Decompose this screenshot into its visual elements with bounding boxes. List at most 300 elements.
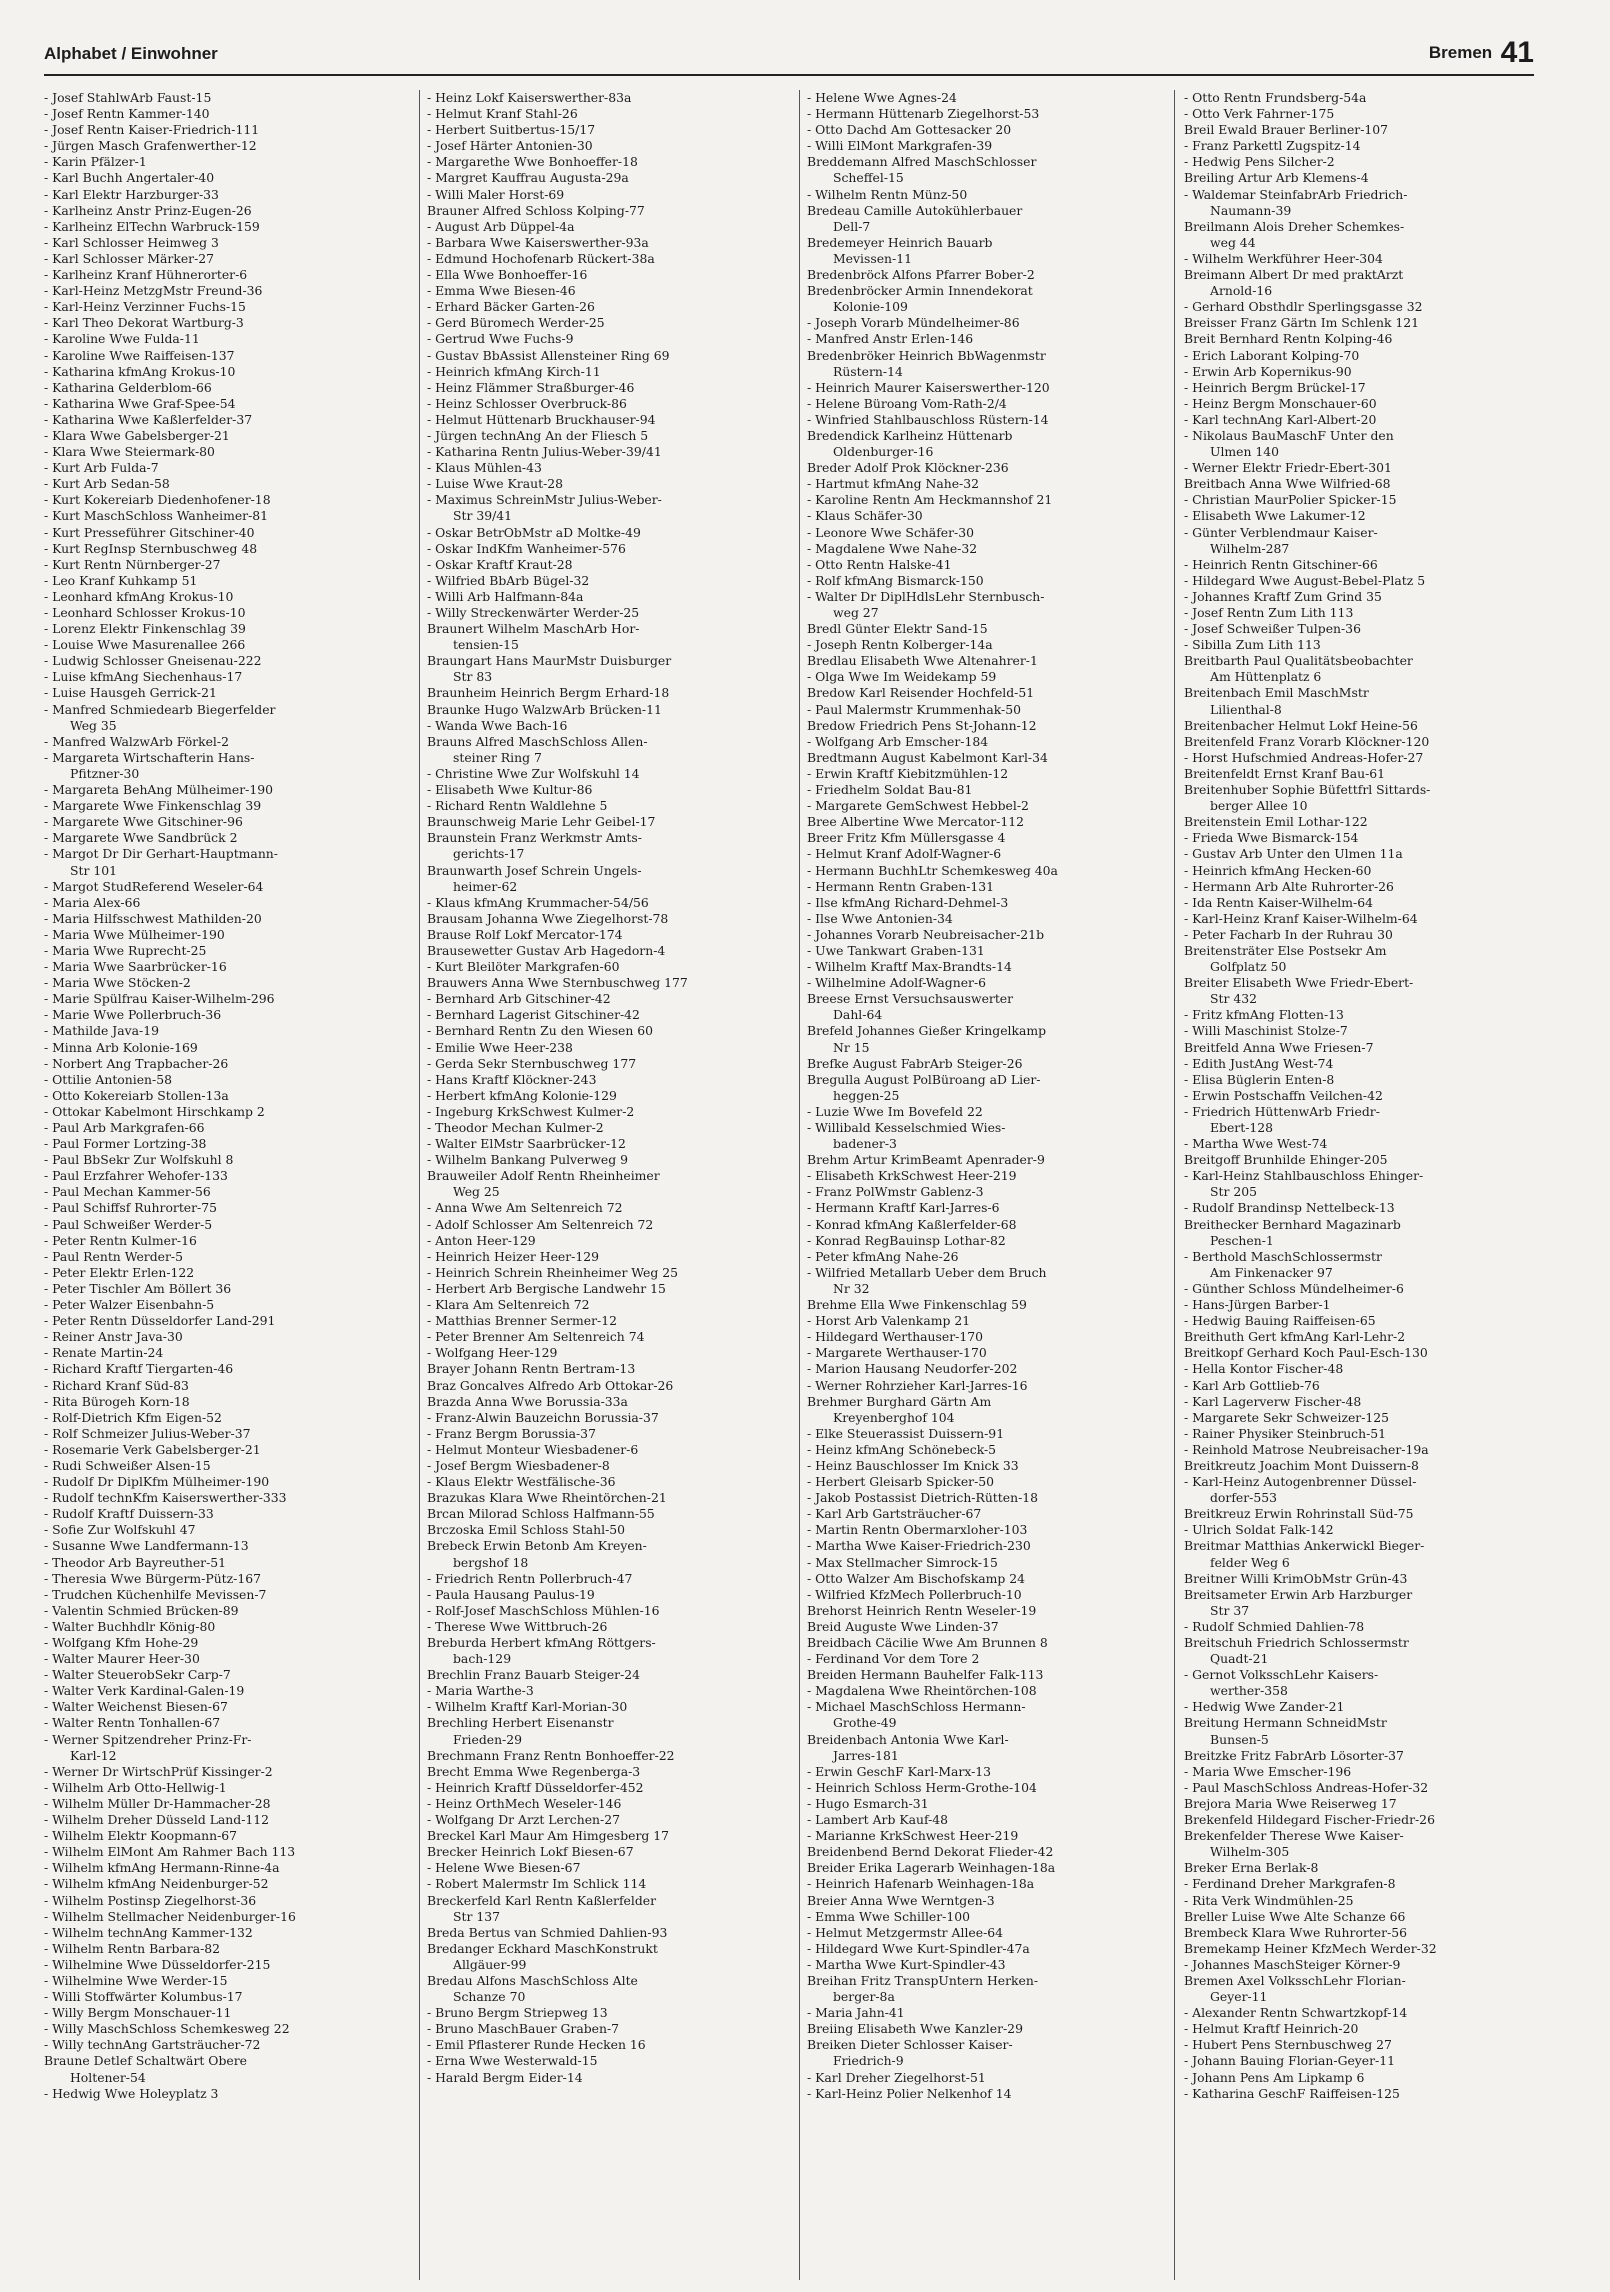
directory-entry-line: - Karl Schlosser Märker-27: [44, 250, 215, 266]
directory-entry-line: steiner Ring 7: [453, 749, 542, 765]
directory-entry-line: - Rolf kfmAng Bismarck-150: [807, 572, 984, 588]
directory-entry-line: - Paula Hausang Paulus-19: [427, 1586, 595, 1602]
directory-entry-line: - Willibald Kesselschmied Wies-: [807, 1120, 1006, 1135]
directory-entry-line: - Margot StudReferend Weseler-64: [44, 878, 264, 894]
directory-entry-line: Bredanger Eckhard MaschKonstrukt: [427, 1940, 658, 1956]
directory-entry-line: Breitgoff Brunhilde Ehinger-205: [1184, 1152, 1388, 1168]
directory-entry-line: - Peter Rentn Düsseldorfer Land-291: [44, 1313, 276, 1329]
directory-entry-line: - Lorenz Elektr Finkenschlag 39: [44, 621, 246, 637]
directory-entry-line: - Matthias Brenner Sermer-12: [427, 1313, 618, 1329]
directory-entry-line: Arnold-16: [1210, 283, 1273, 299]
directory-entry-line: Bredau Alfons MaschSchloss Alte: [427, 1972, 638, 1988]
directory-entry-line: - Bernhard Rentn Zu den Wiesen 60: [427, 1023, 654, 1039]
directory-entry-line: Bremen Axel VolksschLehr Florian-: [1184, 1972, 1406, 1988]
directory-entry-line: - Wolfgang Kfm Hohe-29: [44, 1635, 199, 1650]
directory-entry-line: - Heinrich Heizer Heer-129: [427, 1248, 600, 1264]
directory-entry-line: - Elisabeth KrkSchwest Heer-219: [807, 1168, 1017, 1184]
directory-entry-line: Am Hüttenplatz 6: [1210, 669, 1322, 685]
directory-entry-line: - Theodor Mechan Kulmer-2: [427, 1120, 604, 1135]
directory-entry-line: - Richard Kranf Süd-83: [44, 1377, 189, 1393]
directory-entry-line: - Gustav Arb Unter den Ulmen 11a: [1184, 846, 1403, 862]
directory-entry-line: - Wolfgang Arb Emscher-184: [807, 733, 989, 749]
directory-entry-line: - Willi Stoffwärter Kolumbus-17: [44, 1989, 243, 2005]
directory-entry-line: Brayer Johann Rentn Bertram-13: [427, 1361, 636, 1377]
directory-entry-line: - Rolf Schmeizer Julius-Weber-37: [44, 1425, 251, 1441]
directory-entry-line: - Friedrich HüttenwArb Friedr-: [1184, 1103, 1380, 1119]
directory-entry-line: - Heinrich Hafenarb Weinhagen-18a: [807, 1876, 1035, 1892]
directory-entry-line: Str 83: [453, 669, 493, 685]
directory-entry-line: Bredeau Camille Autokühlerbauer: [807, 202, 1023, 218]
directory-entry-line: - Hermann Kraftf Karl-Jarres-6: [807, 1200, 1000, 1216]
directory-entry-line: Pfitzner-30: [70, 765, 140, 781]
directory-entry-line: - Karl Arb Gartsträucher-67: [807, 1506, 982, 1522]
directory-entry-line: berger-8a: [833, 1989, 895, 2005]
directory-entry-line: - Kurt Bleilöter Markgrafen-60: [427, 959, 620, 975]
directory-entry-line: - Emma Wwe Schiller-100: [807, 1908, 970, 1924]
directory-entry-line: Breitenfeld Franz Vorarb Klöckner-120: [1184, 733, 1430, 749]
directory-entry-line: Brehorst Heinrich Rentn Weseler-19: [807, 1602, 1037, 1618]
directory-entry-line: - Karl Buchh Angertaler-40: [44, 170, 215, 186]
directory-entry-line: - Wilhelmine Wwe Werder-15: [44, 1972, 228, 1988]
directory-entry-line: Braunheim Heinrich Bergm Erhard-18: [427, 685, 670, 701]
directory-entry-line: - Alexander Rentn Schwartzkopf-14: [1184, 2005, 1408, 2021]
directory-entry-line: - Trudchen Küchenhilfe Mevissen-7: [44, 1586, 267, 1602]
directory-entry-line: Str 101: [70, 862, 117, 878]
directory-entry-line: - Heinrich Bergm Brückel-17: [1184, 379, 1366, 395]
directory-entry-line: - Helene Büroang Vom-Rath-2/4: [807, 395, 1007, 411]
directory-entry-line: - Willy MaschSchloss Schemkesweg 22: [44, 2021, 290, 2037]
directory-entry-line: Bredlau Elisabeth Wwe Altenahrer-1: [807, 653, 1038, 669]
directory-entry-line: Mevissen-11: [833, 250, 912, 266]
directory-entry-line: - Werner Spitzendreher Prinz-Fr-: [44, 1731, 252, 1747]
directory-entry-line: - Heinrich Rentn Gitschiner-66: [1184, 556, 1378, 572]
directory-entry-line: - Wilhelm Kraftf Karl-Morian-30: [427, 1699, 628, 1715]
directory-entry-line: Braunstein Franz Werkmstr Amts-: [427, 830, 642, 846]
directory-entry-line: Breiter Elisabeth Wwe Friedr-Ebert-: [1184, 975, 1414, 991]
directory-entry-line: Friedrich-9: [833, 2053, 904, 2069]
directory-entry-line: Wilhelm-305: [1210, 1844, 1290, 1860]
directory-entry-line: Brembeck Klara Wwe Ruhrorter-56: [1184, 1924, 1408, 1940]
directory-entry-line: Breithuth Gert kfmAng Karl-Lehr-2: [1184, 1329, 1406, 1345]
directory-entry-line: Brauwers Anna Wwe Sternbuschweg 177: [427, 975, 688, 991]
directory-entry-line: Breidenbend Bernd Dekorat Flieder-42: [807, 1844, 1054, 1860]
directory-entry-line: - Karlheinz ElTechn Warbruck-159: [44, 218, 260, 234]
directory-entry-line: - Ulrich Soldat Falk-142: [1184, 1522, 1334, 1538]
directory-entry-line: Breburda Herbert kfmAng Röttgers-: [427, 1635, 656, 1650]
directory-entry-line: - Katharina Wwe Graf-Spee-54: [44, 395, 236, 411]
directory-entry-line: - Willy Bergm Monschauer-11: [44, 2005, 232, 2021]
directory-entry-line: - Margareta BehAng Mülheimer-190: [44, 782, 273, 798]
directory-entry-line: - Klaus Elektr Westfälische-36: [427, 1474, 616, 1490]
city-name: Bremen: [1428, 43, 1493, 62]
directory-entry-line: - Erwin Postschaffn Veilchen-42: [1184, 1087, 1383, 1103]
directory-entry-line: - Magdalene Wwe Nahe-32: [807, 540, 978, 556]
directory-entry-line: Dell-7: [833, 218, 871, 234]
directory-entry-line: dorfer-553: [1210, 1490, 1277, 1506]
directory-entry-line: - Edith JustAng West-74: [1184, 1055, 1334, 1071]
directory-entry-line: - Marie Spülfrau Kaiser-Wilhelm-296: [44, 991, 275, 1007]
directory-entry-line: Brejora Maria Wwe Reiserweg 17: [1184, 1795, 1397, 1811]
directory-entry-line: - Gerhard Obsthdlr Sperlingsgasse 32: [1184, 299, 1423, 315]
directory-entry-line: Brefke August FabrArb Steiger-26: [807, 1055, 1023, 1071]
directory-entry-line: - Peter Walzer Eisenbahn-5: [44, 1297, 215, 1313]
directory-entry-line: - Karoline Wwe Raiffeisen-137: [44, 347, 235, 363]
directory-entry-line: Brauweiler Adolf Rentn Rheinheimer: [427, 1168, 660, 1184]
directory-entry-line: Allgäuer-99: [453, 1956, 527, 1972]
directory-entry-line: - Hella Kontor Fischer-48: [1184, 1361, 1344, 1377]
directory-entry-line: - Kurt Rentn Nürnberger-27: [44, 556, 221, 572]
directory-entry-line: - Josef Bergm Wiesbadener-8: [427, 1457, 610, 1473]
directory-entry-line: Breil Ewald Brauer Berliner-107: [1184, 122, 1389, 138]
directory-entry-line: - Karlheinz Anstr Prinz-Eugen-26: [44, 202, 252, 218]
directory-entry-line: Bredenbröker Heinrich BbWagenmstr: [807, 347, 1046, 363]
directory-entry-line: Brefeld Johannes Gießer Kringelkamp: [807, 1023, 1047, 1039]
directory-entry-line: - Martha Wwe West-74: [1184, 1136, 1328, 1152]
directory-column-3: [807, 90, 1157, 2280]
directory-entry-line: - Katharina Wwe Kaßlerfelder-37: [44, 411, 253, 427]
directory-entry-line: - Maria Wwe Emscher-196: [1184, 1763, 1352, 1779]
directory-column-1: [44, 90, 394, 2280]
directory-entry-line: - Sibilla Zum Lith 113: [1184, 637, 1321, 653]
directory-entry-line: - Johannes MaschSteiger Körner-9: [1184, 1956, 1401, 1972]
directory-entry-line: - Karl Dreher Ziegelhorst-51: [807, 2069, 986, 2085]
directory-entry-line: - Jakob Postassist Dietrich-Rütten-18: [807, 1490, 1039, 1506]
directory-entry-line: - Herbert Suitbertus-15/17: [427, 122, 596, 138]
directory-entry-line: berger Allee 10: [1210, 798, 1308, 814]
directory-entry-line: Brechlin Franz Bauarb Steiger-24: [427, 1667, 641, 1683]
directory-entry-line: Breitenstein Emil Lothar-122: [1184, 814, 1368, 830]
directory-entry-line: Breitbach Anna Wwe Wilfried-68: [1184, 476, 1391, 492]
directory-entry-line: - Oskar BetrObMstr aD Moltke-49: [427, 524, 641, 540]
directory-entry-line: - Marie Wwe Pollerbruch-36: [44, 1007, 222, 1023]
directory-entry-line: - Walter Dr DiplHdlsLehr Sternbusch-: [807, 588, 1045, 604]
directory-entry-line: Rüstern-14: [833, 363, 903, 379]
directory-entry-line: - Wilhelm Stellmacher Neidenburger-16: [44, 1908, 296, 1924]
directory-entry-line: - Paul Erzfahrer Wehofer-133: [44, 1168, 228, 1184]
directory-entry-line: Braunwarth Josef Schrein Ungels-: [427, 862, 642, 878]
directory-entry-line: - Hermann BuchhLtr Schemkesweg 40a: [807, 862, 1058, 878]
directory-entry-line: - Paul MaschSchloss Andreas-Hofer-32: [1184, 1779, 1429, 1795]
directory-entry-line: - Josef Rentn Kammer-140: [44, 106, 210, 122]
directory-entry-line: Brekenfeld Hildegard Fischer-Friedr-26: [1184, 1812, 1435, 1828]
directory-entry-line: Breder Adolf Prok Klöckner-236: [807, 460, 1009, 476]
directory-entry-line: - Heinz Lokf Kaiserswerther-83a: [427, 90, 632, 105]
directory-entry-line: - Karl Lagerverw Fischer-48: [1184, 1393, 1362, 1409]
page-number: 41: [1500, 36, 1534, 69]
directory-entry-line: bach-129: [453, 1651, 512, 1667]
directory-entry-line: Lilienthal-8: [1210, 701, 1282, 717]
directory-entry-line: - Luzie Wwe Im Bovefeld 22: [807, 1103, 983, 1119]
directory-entry-line: - Therese Wwe Wittbruch-26: [427, 1618, 608, 1634]
directory-entry-line: felder Weg 6: [1210, 1554, 1290, 1570]
directory-entry-line: - Hermann Hüttenarb Ziegelhorst-53: [807, 106, 1040, 122]
directory-entry-line: - Wilhelm kfmAng Hermann-Rinne-4a: [44, 1860, 280, 1876]
directory-entry-line: - Norbert Ang Trapbacher-26: [44, 1055, 229, 1071]
directory-entry-line: Breitschuh Friedrich Schlossermstr: [1184, 1635, 1409, 1650]
directory-entry-line: Breitfeld Anna Wwe Friesen-7: [1184, 1039, 1374, 1055]
directory-entry-line: Braunke Hugo WalzwArb Brücken-11: [427, 701, 662, 717]
page-header: [44, 36, 1534, 72]
directory-entry-line: - Marianne KrkSchwest Heer-219: [807, 1828, 1019, 1844]
directory-entry-line: Breitenbacher Helmut Lokf Heine-56: [1184, 717, 1418, 733]
directory-entry-line: - Fritz kfmAng Flotten-13: [1184, 1007, 1344, 1023]
directory-entry-line: - Margret Kauffrau Augusta-29a: [427, 170, 629, 186]
directory-entry-line: - Rudolf Schmied Dahlien-78: [1184, 1618, 1365, 1634]
directory-entry-line: - Erich Laborant Kolping-70: [1184, 347, 1360, 363]
directory-entry-line: - Berthold MaschSchlossermstr: [1184, 1248, 1382, 1264]
directory-entry-line: Breitenhuber Sophie Büfettfrl Sittards-: [1184, 782, 1431, 798]
directory-entry-line: - Rita Verk Windmühlen-25: [1184, 1892, 1354, 1908]
directory-entry-line: - Wilfried KfzMech Pollerbruch-10: [807, 1586, 1022, 1602]
directory-entry-line: Bredow Friedrich Pens St-Johann-12: [807, 717, 1037, 733]
directory-entry-line: Breilmann Alois Dreher Schemkes-: [1184, 218, 1405, 234]
directory-entry-line: heggen-25: [833, 1087, 900, 1103]
directory-entry-line: - Oskar IndKfm Wanheimer-576: [427, 540, 626, 556]
directory-entry-line: Bredtmann August Kabelmont Karl-34: [807, 749, 1048, 765]
directory-entry-line: - Adolf Schlosser Am Seltenreich 72: [427, 1216, 654, 1232]
directory-entry-line: - Maria Jahn-41: [807, 2005, 905, 2021]
directory-entry-line: - Erwin GeschF Karl-Marx-13: [807, 1763, 992, 1779]
directory-entry-line: Breda Bertus van Schmied Dahlien-93: [427, 1924, 668, 1940]
directory-entry-line: - Maria Warthe-3: [427, 1683, 534, 1699]
section-title: Alphabet / Einwohner: [44, 44, 218, 63]
directory-entry-line: - Wilhelmine Wwe Düsseldorfer-215: [44, 1956, 271, 1972]
directory-entry-line: - Hartmut kfmAng Nahe-32: [807, 476, 980, 492]
directory-entry-line: - Willy technAng Gartsträucher-72: [44, 2037, 261, 2053]
directory-entry-line: - Ingeburg KrkSchwest Kulmer-2: [427, 1103, 635, 1119]
directory-entry-line: - Wilhelm Dreher Düsseld Land-112: [44, 1812, 270, 1828]
directory-entry-line: - Werner Dr WirtschPrüf Kissinger-2: [44, 1763, 273, 1779]
directory-entry-line: Grothe-49: [833, 1715, 897, 1731]
directory-entry-line: - Wolfgang Heer-129: [427, 1345, 558, 1361]
directory-entry-line: - Walter Maurer Heer-30: [44, 1651, 200, 1667]
directory-entry-line: Bremekamp Heiner KfzMech Werder-32: [1184, 1940, 1437, 1956]
directory-entry-line: Bredemeyer Heinrich Bauarb: [807, 234, 993, 250]
directory-entry-line: Bredow Karl Reisender Hochfeld-51: [807, 685, 1035, 701]
directory-entry-line: - Helmut Metzgermstr Allee-64: [807, 1924, 1004, 1940]
directory-entry-line: Breiing Elisabeth Wwe Kanzler-29: [807, 2021, 1023, 2037]
directory-entry-line: - Heinrich Schloss Herm-Grothe-104: [807, 1779, 1037, 1795]
directory-entry-line: Breker Erna Berlak-8: [1184, 1860, 1319, 1876]
directory-entry-line: Breidenbach Antonia Wwe Karl-: [807, 1731, 1009, 1747]
directory-entry-line: - Rudolf Dr DiplKfm Mülheimer-190: [44, 1474, 270, 1490]
directory-entry-line: Brehm Artur KrimBeamt Apenrader-9: [807, 1152, 1045, 1168]
directory-entry-line: - August Arb Düppel-4a: [427, 218, 575, 234]
directory-entry-line: - Heinrich Maurer Kaiserswerther-120: [807, 379, 1050, 395]
directory-entry-line: Breitbarth Paul Qualitätsbeobachter: [1184, 653, 1413, 669]
directory-entry-line: Brause Rolf Lokf Mercator-174: [427, 926, 623, 942]
directory-entry-line: tensien-15: [453, 637, 519, 653]
directory-entry-line: - Peter Elektr Erlen-122: [44, 1264, 195, 1280]
directory-entry-line: Str 432: [1210, 991, 1257, 1007]
directory-entry-line: - Klaus Schäfer-30: [807, 508, 923, 524]
directory-entry-line: Bree Albertine Wwe Mercator-112: [807, 814, 1025, 830]
directory-entry-line: badener-3: [833, 1136, 897, 1152]
directory-entry-line: - Bruno Bergm Striepweg 13: [427, 2005, 608, 2021]
directory-entry-line: - Heinz Flämmer Straßburger-46: [427, 379, 635, 395]
directory-entry-line: Bredenbröck Alfons Pfarrer Bober-2: [807, 267, 1035, 283]
directory-entry-line: - Josef Härter Antonien-30: [427, 138, 593, 154]
directory-entry-line: - Walter Buchhdlr König-80: [44, 1618, 216, 1634]
directory-entry-line: Dahl-64: [833, 1007, 883, 1023]
directory-entry-line: - Margarethe Wwe Bonhoeffer-18: [427, 154, 638, 170]
directory-entry-line: - Marion Hausang Neudorfer-202: [807, 1361, 1018, 1377]
directory-entry-line: - Wilhelm ElMont Am Rahmer Bach 113: [44, 1844, 296, 1860]
directory-entry-line: - Martha Wwe Kurt-Spindler-43: [807, 1956, 1006, 1972]
directory-entry-line: Breitner Willi KrimObMstr Grün-43: [1184, 1570, 1408, 1586]
directory-entry-line: - Willi Arb Halfmann-84a: [427, 588, 584, 604]
directory-entry-line: - Karl Arb Gottlieb-76: [1184, 1377, 1320, 1393]
directory-entry-line: Breid Auguste Wwe Linden-37: [807, 1618, 999, 1634]
directory-entry-line: - Luise Wwe Kraut-28: [427, 476, 564, 492]
directory-entry-line: - Paul Schiffsf Ruhrorter-75: [44, 1200, 218, 1216]
directory-entry-line: - Karlheinz Kranf Hühnerorter-6: [44, 267, 248, 283]
directory-entry-line: Oldenburger-16: [833, 444, 934, 460]
directory-entry-line: - Olga Wwe Im Weidekamp 59: [807, 669, 997, 685]
directory-entry-line: - Elisabeth Wwe Lakumer-12: [1184, 508, 1366, 524]
directory-entry-line: - Ferdinand Dreher Markgrafen-8: [1184, 1876, 1396, 1892]
directory-entry-line: - Horst Hufschmied Andreas-Hofer-27: [1184, 749, 1424, 765]
directory-entry-line: - Karoline Rentn Am Heckmannshof 21: [807, 492, 1053, 508]
directory-entry-line: - Otto Rentn Halske-41: [807, 556, 952, 572]
directory-entry-line: Breisser Franz Gärtn Im Schlenk 121: [1184, 315, 1420, 331]
directory-entry-line: Brekenfelder Therese Wwe Kaiser-: [1184, 1828, 1404, 1844]
directory-entry-line: - Karoline Wwe Fulda-11: [44, 331, 200, 347]
directory-entry-line: - Herbert Gleisarb Spicker-50: [807, 1474, 995, 1490]
directory-entry-line: Jarres-181: [833, 1747, 899, 1763]
directory-entry-line: - Wilhelm Postinsp Ziegelhorst-36: [44, 1892, 257, 1908]
directory-entry-line: - Helmut Monteur Wiesbadener-6: [427, 1441, 639, 1457]
directory-entry-line: Bredenbröcker Armin Innendekorat: [807, 283, 1033, 299]
directory-entry-line: - Wilhelm Müller Dr-Hammacher-28: [44, 1795, 271, 1811]
directory-entry-line: - Ludwig Schlosser Gneisenau-222: [44, 653, 262, 669]
directory-entry-line: - Bernhard Lagerist Gitschiner-42: [427, 1007, 640, 1023]
directory-entry-line: - Christian MaurPolier Spicker-15: [1184, 492, 1397, 508]
directory-entry-line: - Hubert Pens Sternbuschweg 27: [1184, 2037, 1392, 2053]
directory-entry-line: - Paul Malermstr Krummenhak-50: [807, 701, 1021, 717]
directory-entry-line: Golfplatz 50: [1210, 959, 1287, 975]
directory-entry-line: Brebeck Erwin Betonb Am Kreyen-: [427, 1538, 647, 1554]
directory-entry-line: - Otto Rentn Frundsberg-54a: [1184, 90, 1367, 105]
directory-entry-line: - Wilhelm Bankang Pulverweg 9: [427, 1152, 628, 1168]
directory-entry-line: - Joseph Rentn Kolberger-14a: [807, 637, 993, 653]
directory-entry-line: - Erhard Bäcker Garten-26: [427, 299, 595, 315]
directory-entry-line: - Luise Hausgeh Gerrick-21: [44, 685, 217, 701]
directory-entry-line: - Hildegard Werthauser-170: [807, 1329, 983, 1345]
directory-entry-line: - Maria Hilfsschwest Mathilden-20: [44, 910, 262, 926]
directory-entry-line: - Hedwig Bauing Raiffeisen-65: [1184, 1313, 1376, 1329]
directory-entry-line: Peschen-1: [1210, 1232, 1274, 1248]
directory-entry-line: - Josef Rentn Kaiser-Friedrich-111: [44, 122, 260, 138]
directory-entry-line: - Valentin Schmied Brücken-89: [44, 1602, 239, 1618]
directory-entry-line: Breider Erika Lagerarb Weinhagen-18a: [807, 1860, 1056, 1876]
directory-entry-line: - Gerda Sekr Sternbuschweg 177: [427, 1055, 637, 1071]
directory-entry-line: - Wilhelm Elektr Koopmann-67: [44, 1828, 238, 1844]
directory-entry-line: - Paul Rentn Werder-5: [44, 1248, 183, 1264]
directory-entry-line: Str 37: [1210, 1602, 1250, 1618]
directory-entry-line: - Rudolf technKfm Kaiserswerther-333: [44, 1490, 287, 1506]
directory-entry-line: Breitenbach Emil MaschMstr: [1184, 685, 1369, 701]
directory-entry-line: - Susanne Wwe Landfermann-13: [44, 1538, 249, 1554]
directory-entry-line: Bunsen-5: [1210, 1731, 1269, 1747]
directory-entry-line: - Wilhelm Rentn Münz-50: [807, 186, 968, 202]
directory-entry-line: - Rolf-Josef MaschSchloss Mühlen-16: [427, 1602, 660, 1618]
directory-entry-line: - Lambert Arb Kauf-48: [807, 1812, 949, 1828]
directory-entry-line: - Katharina GeschF Raiffeisen-125: [1184, 2085, 1400, 2101]
directory-entry-line: - Kurt RegInsp Sternbuschweg 48: [44, 540, 258, 556]
directory-entry-line: - Klaus kfmAng Krummacher-54/56: [427, 894, 649, 910]
directory-entry-line: - Heinrich kfmAng Hecken-60: [1184, 862, 1372, 878]
directory-entry-line: - Herbert Arb Bergische Landwehr 15: [427, 1280, 666, 1296]
directory-entry-line: - Walter Verk Kardinal-Galen-19: [44, 1683, 245, 1699]
directory-entry-line: bergshof 18: [453, 1554, 529, 1570]
directory-entry-line: - Hedwig Wwe Zander-21: [1184, 1699, 1345, 1715]
directory-entry-line: - Hedwig Pens Silcher-2: [1184, 154, 1335, 170]
directory-entry-line: Breihan Fritz TranspUntern Herken-: [807, 1972, 1039, 1988]
directory-entry-line: - Rita Bürogeh Korn-18: [44, 1393, 190, 1409]
directory-entry-line: - Gernot VolksschLehr Kaisers-: [1184, 1667, 1379, 1683]
directory-columns: [44, 90, 1534, 2280]
directory-entry-line: - Rudi Schweißer Alsen-15: [44, 1457, 211, 1473]
directory-entry-line: - Karl-Heinz Polier Nelkenhof 14: [807, 2085, 1012, 2101]
directory-entry-line: - Peter Tischler Am Böllert 36: [44, 1280, 232, 1296]
directory-entry-line: - Helmut Kraftf Heinrich-20: [1184, 2021, 1359, 2037]
column-divider: [419, 90, 420, 2280]
directory-entry-line: Braunschweig Marie Lehr Geibel-17: [427, 814, 656, 830]
directory-entry-line: Brauns Alfred MaschSchloss Allen-: [427, 733, 648, 749]
directory-entry-line: Holtener-54: [70, 2069, 146, 2085]
directory-entry-line: - Gerd Büromech Werder-25: [427, 315, 605, 331]
directory-entry-line: - Manfred WalzwArb Förkel-2: [44, 733, 229, 749]
directory-entry-line: - Maximus SchreinMstr Julius-Weber-: [427, 492, 662, 508]
directory-entry-line: Breidbach Cäcilie Wwe Am Brunnen 8: [807, 1635, 1048, 1650]
directory-entry-line: - Waldemar SteinfabrArb Friedrich-: [1184, 186, 1408, 202]
directory-entry-line: Breier Anna Wwe Werntgen-3: [807, 1892, 995, 1908]
directory-entry-line: Brehme Ella Wwe Finkenschlag 59: [807, 1297, 1027, 1313]
directory-entry-line: Breitmar Matthias Ankerwickl Bieger-: [1184, 1538, 1425, 1554]
directory-entry-line: Breitzke Fritz FabrArb Lösorter-37: [1184, 1747, 1404, 1763]
directory-entry-line: Schanze 70: [453, 1989, 526, 2005]
directory-entry-line: - Paul Former Lortzing-38: [44, 1136, 207, 1152]
directory-entry-line: - Leonore Wwe Schäfer-30: [807, 524, 974, 540]
directory-entry-line: - Emil Pflasterer Runde Hecken 16: [427, 2037, 646, 2053]
directory-entry-line: gerichts-17: [453, 846, 525, 862]
directory-entry-line: Breller Luise Wwe Alte Schanze 66: [1184, 1908, 1406, 1924]
directory-entry-line: - Peter Rentn Kulmer-16: [44, 1232, 197, 1248]
directory-entry-line: - Konrad RegBauinsp Lothar-82: [807, 1232, 1006, 1248]
directory-entry-line: - Friedrich Rentn Pollerbruch-47: [427, 1570, 633, 1586]
directory-entry-line: - Gertrud Wwe Fuchs-9: [427, 331, 574, 347]
directory-entry-line: - Karl-Heinz Verzinner Fuchs-15: [44, 299, 246, 315]
directory-entry-line: - Jürgen technAng An der Fliesch 5: [427, 427, 649, 443]
directory-entry-line: - Erna Wwe Westerwald-15: [427, 2053, 598, 2069]
directory-entry-line: - Walter ElMstr Saarbrücker-12: [427, 1136, 626, 1152]
directory-entry-line: - Helene Wwe Agnes-24: [807, 90, 957, 105]
directory-entry-line: Breiden Hermann Bauhelfer Falk-113: [807, 1667, 1044, 1683]
directory-entry-line: Brausam Johanna Wwe Ziegelhorst-78: [427, 910, 669, 926]
directory-entry-line: - Richard Kraftf Tiergarten-46: [44, 1361, 234, 1377]
directory-entry-line: - Winfried Stahlbauschloss Rüstern-14: [807, 411, 1049, 427]
directory-entry-line: Karl-12: [70, 1747, 117, 1763]
directory-entry-line: - Oskar Kraftf Kraut-28: [427, 556, 573, 572]
directory-entry-line: - Anton Heer-129: [427, 1232, 536, 1248]
directory-entry-line: Breitkreuz Erwin Rohrinstall Süd-75: [1184, 1506, 1414, 1522]
directory-entry-line: weg 44: [1210, 234, 1256, 250]
directory-entry-line: - Nikolaus BauMaschF Unter den: [1184, 427, 1394, 443]
directory-entry-line: - Heinz kfmAng Schönebeck-5: [807, 1441, 997, 1457]
page-label: [1429, 36, 1534, 70]
directory-entry-line: - Bernhard Arb Gitschiner-42: [427, 991, 611, 1007]
